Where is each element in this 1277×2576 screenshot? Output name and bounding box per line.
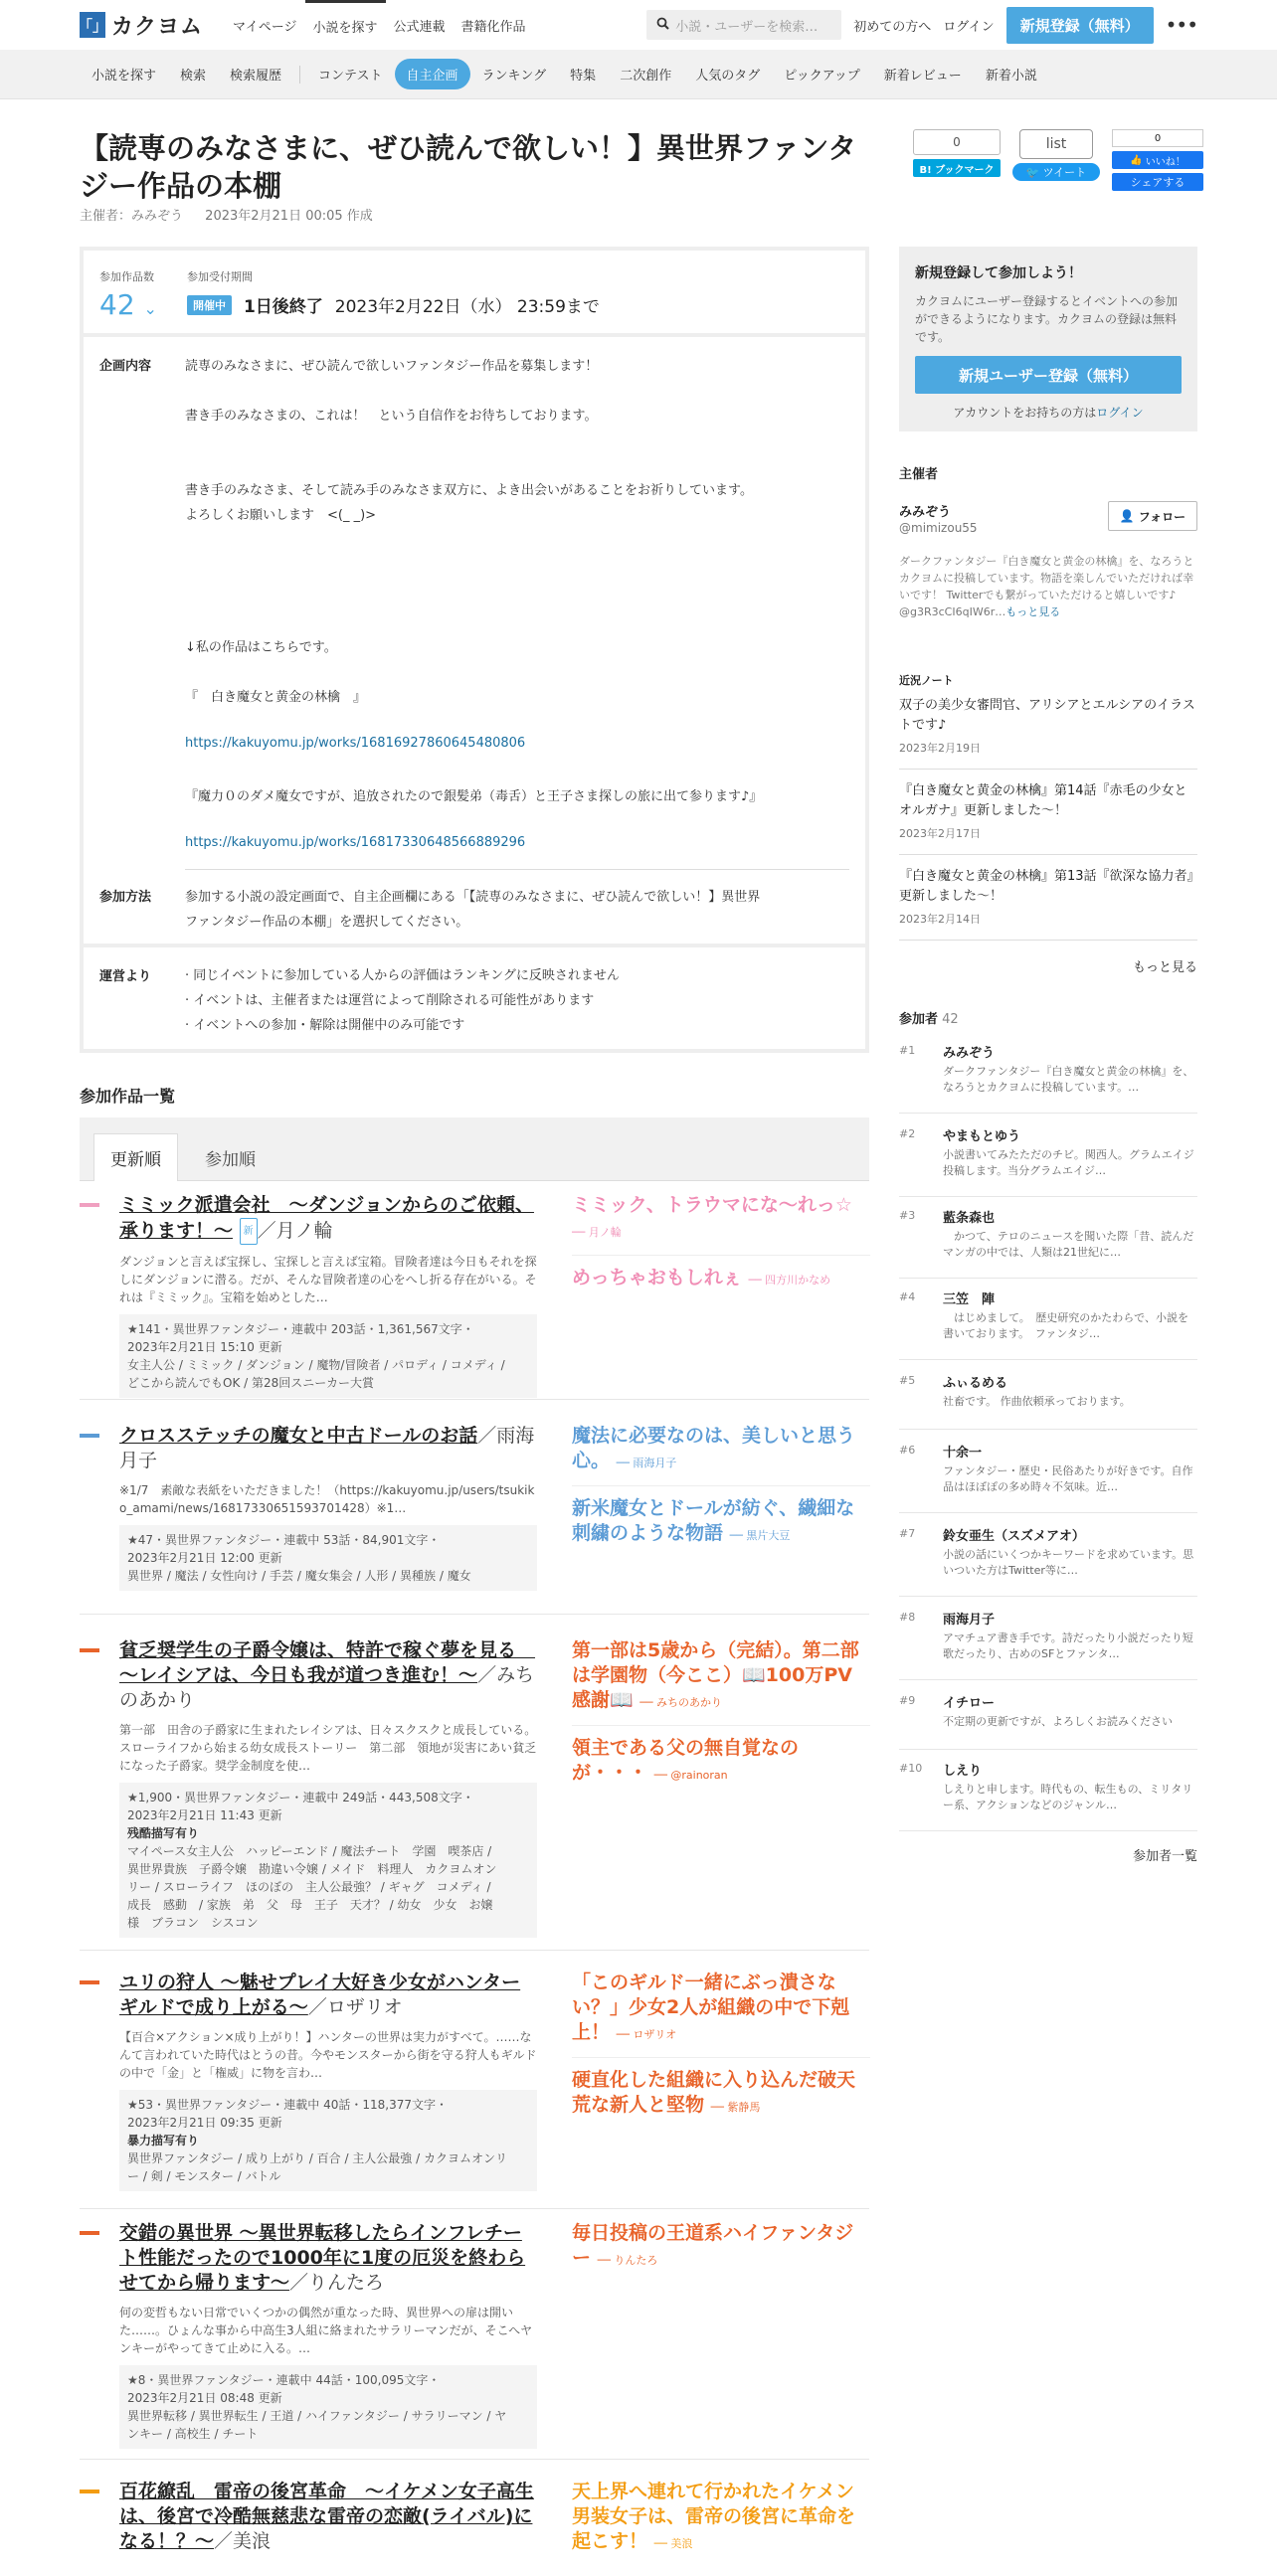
work-reviews	[572, 2480, 870, 2576]
participant-rank: #8	[899, 1611, 916, 1624]
review-catch[interactable]	[572, 1424, 870, 1486]
review-by: ── みちのあかり	[639, 1696, 723, 1709]
review-text: 毎日投稿の王道系ハイファンタジー	[572, 2222, 854, 2269]
work-title[interactable]	[119, 1424, 537, 1473]
participant-rank: #6	[899, 1444, 916, 1457]
login-link[interactable]: ログイン	[943, 19, 995, 35]
nav-mypage[interactable]: マイページ	[233, 19, 297, 35]
note-date: 2023年2月17日	[899, 827, 981, 840]
operator-notes	[84, 944, 865, 1049]
work-link[interactable]: https://kakuyomu.jp/works/16816927860645480806	[185, 736, 526, 751]
search-placeholder: 小説・ユーザーを検索…	[675, 19, 819, 35]
ops-item: · イベントへの参加・解除は開催中のみ可能です	[185, 1018, 465, 1033]
sidebar	[899, 247, 1197, 1864]
host-bio-text: ダークファンタジー『白き魔女と黄金の林檎』を、なろうとカクヨムに投稿しています。物語を楽しんでいただければ幸いです！ Twitterでも繋がっていただけると嬉しいです♪ @g3R3cCI6qIW6r…	[899, 555, 1194, 618]
participant-rank: #2	[899, 1127, 916, 1140]
review-text: ミミック、トラウマにな～れっ☆	[572, 1194, 852, 1216]
content-line: 書き手のみなさま、そして読み手のみなさま双方に、よき出会いがあることをお祈りしています。	[185, 483, 753, 498]
meta-tags[interactable]: 異世界貴族 子爵令嬢 勘違い令嬢 / メイド 料理人 カクヨムオン	[127, 1862, 497, 1876]
work-reviews	[572, 1971, 870, 2140]
divider	[185, 869, 849, 870]
review-by: ── 黒片大豆	[729, 1529, 791, 1542]
participant-rank: #3	[899, 1209, 916, 1222]
participant-name: 十余一	[943, 1446, 983, 1460]
participant-bio: アマチュア書き手です。詩だったり小説だったり短歌だったり、古めのSFとファンタ…	[943, 1631, 1193, 1660]
event-info-box	[80, 247, 869, 1053]
meta-line: 2023年2月21日 09:35 更新	[127, 2116, 282, 2130]
work-title-text: 百花繚乱 雷帝の後宮革命 〜イケメン女子高生は、後宮で冷酷無慈悲な雷帝の恋敵(ライバル)になる！？〜	[119, 2481, 534, 2552]
work-author[interactable]: ／ロザリオ	[307, 1996, 403, 2018]
participant-bio: 小説書いてみたただのチビ。関西人。グラムエイジ投稿します。当分グラムエイジ…	[943, 1148, 1194, 1177]
host-prefix: 主催者：	[80, 209, 132, 224]
register-button[interactable]: 新規登録（無料）	[1006, 7, 1154, 44]
participant-item[interactable]	[899, 1370, 1197, 1430]
work-intro: 何の変哲もない日常でいくつかの偶然が重なった時、異世界への扉は開いた……。ひょんな事から中高生3人組に絡まれたサラリーマンだが、そこへヤンキーがやってきて止めに入る。…	[119, 2306, 533, 2355]
fb-share-button[interactable]: シェアする	[1112, 173, 1203, 191]
host-heading: 主催者	[899, 467, 939, 482]
method-label: 参加方法	[99, 890, 152, 905]
review-catch[interactable]	[572, 2221, 870, 2283]
review-by: ── @rainoran	[653, 1769, 728, 1782]
meta-tags[interactable]: 異世界転移 / 異世界転生 / 王道 / ハイファンタジー / サラリーマン / ヤ	[127, 2409, 507, 2423]
note-item[interactable]	[899, 781, 1197, 855]
review-catch[interactable]	[572, 1496, 870, 1558]
participant-item[interactable]	[899, 1607, 1197, 1680]
status-badge: 開催中	[187, 295, 232, 315]
review-text: 魔法に必要なのは、美しいと思う心。	[572, 1425, 856, 1471]
participant-bio: 小説の話にいくつかキーワードを求めています。思いついた方はTwitter等に…	[943, 1548, 1194, 1577]
participant-bio: 不定期の更新ですが、よろしくお読みください	[943, 1715, 1173, 1728]
new-badge: 新	[240, 1218, 258, 1245]
work-intro: 第一部 田舎の子爵家に生まれたレイシアは、日々スクスクと成長している。スローライフから始まる幼女成長ストーリー 第二部 領地が災害にあい貧乏になった子爵家。奨学金制度を使…	[119, 1723, 537, 1773]
participant-name: みみぞう	[943, 1046, 996, 1061]
review-text: 硬直化した組織に入り込んだ破天荒な新人と堅物	[572, 2069, 856, 2116]
participant-item[interactable]	[899, 1440, 1197, 1513]
subnav-tags[interactable]: 人気のタグ	[695, 69, 761, 84]
participant-item[interactable]	[899, 1123, 1197, 1197]
review-by: ── 四方川かなめ	[748, 1274, 831, 1287]
subnav-search[interactable]: 検索	[180, 69, 207, 84]
participant-rank: #4	[899, 1290, 916, 1303]
work-title[interactable]	[119, 1971, 537, 2020]
participant-name: 藍条森也	[943, 1211, 996, 1226]
meta-tags[interactable]: ー / 剣 / モンスター / バトル	[127, 2169, 281, 2183]
participants-heading	[899, 1008, 959, 1027]
meta-tags[interactable]: マイペース女主人公 ハッピーエンド / 魔法チート 学園 喫茶店 /	[127, 1844, 492, 1858]
work-title-text: 交錯の異世界 〜異世界転移したらインフレチート性能だったので1000年に1度の厄災を終わらせてから帰ります〜	[119, 2222, 526, 2294]
participant-rank: #9	[899, 1694, 916, 1707]
work-title-text: ミミック派遣会社 ～ダンジョンからのご依頼、承ります！～	[119, 1194, 534, 1242]
meta-tags[interactable]: どこから読んでもOK / 第28回スニーカー大賞	[127, 1376, 375, 1390]
join-box	[899, 247, 1197, 431]
subnav-search-novels[interactable]: 小説を探す	[91, 69, 157, 84]
participant-bio: ダークファンタジー『白き魔女と黄金の林檎』を、なろうとカクヨムに投稿しています。…	[943, 1065, 1194, 1094]
page-title: 【読専のみなさまに、ぜひ読んで欲しい！】異世界ファンタジー作品の本棚	[80, 131, 857, 203]
participants-count: 42	[942, 1012, 959, 1027]
participant-rank: #10	[899, 1762, 923, 1775]
content-line: 書き手のみなさまの、これは！ という自信作をお待ちしております。	[185, 409, 598, 424]
tab-updated[interactable]: 更新順	[93, 1133, 178, 1181]
join-text: カクヨムにユーザー登録するとイベントへの参加ができるようになります。カクヨムの登録は無料です。	[915, 294, 1179, 344]
work-title[interactable]	[119, 1193, 537, 1245]
hatena-bookmark-button[interactable]: B! ブックマーク	[913, 159, 1001, 177]
review-by: ── 雨海月子	[616, 1457, 677, 1469]
work-intro: 【百合×アクション×成り上がり！】ハンターの世界は実力がすべて。……なんて言われていた時代はとうの昔。今やモンスターから街を守る狩人もギルドの中で「金」と「権威」に物を言わ…	[119, 2030, 537, 2080]
work-item	[80, 1971, 869, 2209]
note-date: 2023年2月19日	[899, 742, 981, 755]
content-line: 読専のみなさまに、ぜひ読んで欲しいファンタジー作品を募集します！	[185, 359, 599, 374]
subnav-features[interactable]: 特集	[570, 69, 597, 84]
add-user-icon: 👤	[1119, 509, 1135, 523]
participant-name: 雨海月子	[943, 1613, 996, 1628]
host-line	[80, 205, 373, 224]
participant-name: しえり	[943, 1764, 983, 1779]
meta-line: ★1,900・異世界ファンタジー・連載中 249話・443,508文字・	[127, 1791, 474, 1804]
note-title: 『白き魔女と黄金の林檎』第13話『欲深な協力者』更新しました～！	[899, 869, 1194, 904]
subnav-divider	[299, 66, 300, 84]
meta-tags[interactable]: 異世界 / 魔法 / 女性向け / 手芸 / 魔女集会 / 人形 / 異種族 / 魔女	[127, 1569, 471, 1583]
subnav-ranking[interactable]: ランキング	[481, 69, 547, 84]
meta-tags[interactable]: 様 ブラコン シスコン	[127, 1916, 259, 1930]
review-by: ── 美浪	[653, 2537, 693, 2550]
top-nav	[225, 0, 534, 50]
review-catch[interactable]	[572, 2068, 870, 2130]
genre-mark	[80, 2490, 99, 2493]
participant-rank: #7	[899, 1527, 916, 1540]
participant-item[interactable]	[899, 1040, 1197, 1114]
participant-name: ふぃるめる	[943, 1376, 1008, 1391]
work-title-text: ユリの狩人 ～魅せプレイ大好き少女がハンターギルドで成り上がる～	[119, 1972, 521, 2018]
work-title[interactable]	[119, 1638, 537, 1713]
work-title[interactable]	[119, 2480, 537, 2554]
review-catch[interactable]	[572, 1736, 870, 1798]
chevron-down-icon: ⌄	[143, 299, 157, 318]
work-author[interactable]: ／雨海月子	[119, 1425, 535, 1471]
meta-line: 2023年2月21日 15:10 更新	[127, 1340, 282, 1354]
participant-name: イチロー	[943, 1696, 996, 1711]
review-text: めっちゃおもしれぇ	[572, 1267, 742, 1288]
genre-mark	[80, 1203, 99, 1207]
join-title: 新規登録して参加しよう！	[915, 265, 1082, 281]
review-by: ── ロザリオ	[616, 2028, 677, 2041]
sub-nav	[0, 50, 1277, 99]
participant-item[interactable]	[899, 1205, 1197, 1279]
genre-mark	[80, 1980, 99, 1984]
event-description	[84, 337, 865, 930]
signup-button[interactable]: 新規ユーザー登録（無料）	[915, 356, 1182, 394]
search-input[interactable]	[646, 10, 841, 40]
content-line: よろしくお願いします <(_ _)>	[185, 508, 377, 523]
ops-item-text: 同じイベントに参加している人からの評価はランキングに反映されません	[193, 968, 620, 983]
participants-heading-text: 参加者	[899, 1012, 939, 1027]
tweet-button[interactable]	[1012, 163, 1100, 181]
note-item[interactable]	[899, 867, 1197, 941]
work-item	[80, 2221, 869, 2460]
follow-label: フォロー	[1138, 509, 1186, 524]
work-intro: ダンジョンと言えば宝探し、宝探しと言えば宝箱。冒険者達は今日もそれを探しにダンジョンに潜る。だが、そんな冒険者達の心をへし折る存在がいる。それは『ミミック』。宝箱を始めとした…	[119, 1255, 537, 1304]
logo-text: カクヨム	[111, 14, 204, 40]
more-menu-icon[interactable]: •••	[1165, 13, 1197, 37]
note-title: 『白き魔女と黄金の林檎』第14話『赤毛の少女とオルガナ』更新しました～！	[899, 783, 1187, 818]
tweet-label: ツイート	[1042, 166, 1087, 179]
logo-mark: 「」	[80, 12, 105, 38]
end-date: 2023年2月22日（水） 23:59まで	[334, 297, 600, 317]
review-by: ── 紫静馬	[710, 2101, 761, 2114]
work-meta	[119, 1314, 537, 1398]
meta-tags[interactable]: 異世界ファンタジー / 成り上がり / 百合 / 主人公最強 / カクヨムオンリ	[127, 2151, 507, 2165]
work-author[interactable]: ／りんたろ	[289, 2272, 385, 2294]
review-text: 領主である父の無自覚なのが・・・	[572, 1737, 800, 1784]
notes-more-link[interactable]: もっと見る	[1132, 960, 1197, 975]
participant-item[interactable]	[899, 1690, 1197, 1750]
genre-mark	[80, 1434, 99, 1438]
participant-name: 鈴女亜生（スズメアオ）	[943, 1529, 1085, 1544]
content-line: ↓私の作品はこちらです。	[185, 640, 337, 655]
participant-bio: しえりと申します。時代もの、転生もの、ミリタリー系、アクションなどのジャンル…	[943, 1783, 1193, 1811]
work-title-text: クロスステッチの魔女と中古ドールのお話	[119, 1425, 478, 1447]
participant-bio: はじめまして。 歴史研究のかたわらで、小説を書いております。 ファンタジ…	[943, 1311, 1188, 1340]
meta-tags[interactable]: リー / スローライフ ほのぼの 主人公最強？ / ギャグ コメディ /	[127, 1880, 491, 1894]
works-heading: 参加作品一覧	[80, 1087, 176, 1106]
host-name[interactable]: みみぞう	[899, 505, 952, 520]
review-catch[interactable]	[572, 1638, 870, 1726]
participant-item[interactable]	[899, 1287, 1197, 1360]
participants-more-link[interactable]: 参加者一覧	[1132, 1849, 1197, 1864]
top-bar	[0, 0, 1277, 50]
work-meta	[119, 1783, 537, 1938]
work-meta	[119, 2365, 537, 2449]
method-line: 参加する小説の設定画面で、自主企画欄にある「【読専のみなさまに、ぜひ読んで欲しい！】異世界	[185, 890, 761, 905]
count-number: 42	[99, 288, 135, 321]
meta-line: ★8・異世界ファンタジー・連載中 44話・100,095文字・	[127, 2373, 441, 2387]
method-line: ファンタジー作品の本棚」を選択してください。	[185, 915, 469, 930]
entry-count-value[interactable]	[99, 288, 157, 321]
work-reviews	[572, 2221, 870, 2293]
ops-label: 運営より	[99, 969, 152, 984]
nav-books[interactable]: 書籍化作品	[460, 19, 526, 35]
review-by: ── りんたろ	[597, 2254, 658, 2267]
work-link[interactable]: https://kakuyomu.jp/works/16817330648566889296	[185, 835, 526, 850]
subnav-new-novels[interactable]: 新着小説	[985, 69, 1037, 84]
beginners-link[interactable]: 初めての方へ	[853, 19, 932, 35]
work-author[interactable]: ／みちのあかり	[119, 1664, 535, 1711]
participant-name: 三笠 陣	[943, 1292, 996, 1307]
login-prompt-text: アカウントをお持ちの方は	[953, 406, 1097, 420]
content-line: 『魔力０のダメ魔女ですが、追放されたので銀髪弟（毒舌）と王子さま探しの旅に出て参ります♪』	[185, 789, 763, 804]
work-reviews	[572, 1638, 870, 1807]
nav-search-novels[interactable]: 小説を探す	[305, 0, 386, 50]
work-meta	[119, 2090, 537, 2191]
meta-line: ★53・異世界ファンタジー・連載中 40話・118,377文字・	[127, 2098, 449, 2112]
work-item	[80, 1424, 869, 1615]
meta-warning: 暴力描写有り	[127, 2134, 200, 2147]
work-item	[80, 1638, 869, 1951]
meta-line: ★141・異世界ファンタジー・連載中 203話・1,361,567文字・	[127, 1322, 474, 1336]
subnav-history[interactable]: 検索履歴	[230, 69, 282, 84]
twitter-icon: 🐦	[1025, 165, 1040, 179]
subnav-new-reviews[interactable]: 新着レビュー	[883, 69, 962, 84]
created-date: 2023年2月21日 00:05 作成	[205, 209, 373, 224]
review-text: 新米魔女とドールが紡ぐ、繊細な刺繍のような物語	[572, 1497, 855, 1544]
work-author[interactable]: ／美浪	[214, 2530, 272, 2552]
work-intro: ※1/7 素敵な表紙をいただきました！（https://kakuyomu.jp/users/tsukiko_amami/news/16817330651593701428）※1…	[119, 1483, 535, 1515]
ops-item: · 同じイベントに参加している人からの評価はランキングに反映されません	[185, 968, 620, 983]
subnav-pickup[interactable]: ピックアップ	[784, 69, 860, 84]
note-date: 2023年2月14日	[899, 913, 981, 926]
share-buttons	[913, 129, 1203, 191]
meta-line: 2023年2月21日 08:48 更新	[127, 2391, 282, 2405]
meta-line: 2023年2月21日 11:43 更新	[127, 1808, 282, 1822]
meta-line: ★47・異世界ファンタジー・連載中 53話・84,901文字・	[127, 1533, 441, 1547]
ops-item-text: イベントへの参加・解除は開催中のみ可能です	[193, 1018, 465, 1033]
site-logo[interactable]	[80, 10, 203, 41]
like-label: いいね！	[1145, 156, 1186, 168]
meta-warning: 残酷描写有り	[127, 1826, 200, 1840]
host-link[interactable]: みみぞう	[131, 209, 184, 224]
bookmark-count: 0	[913, 129, 1001, 155]
host-bio	[899, 553, 1197, 620]
subnav-fanfic[interactable]: 二次創作	[620, 69, 672, 84]
genre-mark	[80, 1648, 99, 1652]
fb-count: 0	[1112, 129, 1203, 147]
participant-item[interactable]	[899, 1523, 1197, 1597]
ops-item: · イベントは、主催者または運営によって削除される可能性があります	[185, 993, 595, 1008]
participant-bio: かつて、テロのニュースを聞いた際「昔、読んだマンガの中では、人類は21世紀に…	[943, 1230, 1194, 1259]
entry-period	[187, 268, 600, 321]
work-meta	[119, 1525, 537, 1591]
review-text: 「このギルド一緒にぶっ潰さない？」少女2人が組織の中で下剋上！	[572, 1972, 850, 2043]
entry-count	[99, 268, 157, 321]
work-item	[80, 2480, 869, 2559]
search-icon	[656, 17, 669, 34]
notes-heading: 近況ノート	[899, 674, 954, 687]
period-label: 参加受付期間	[186, 270, 253, 283]
work-reviews	[572, 1424, 870, 1568]
note-item[interactable]	[899, 696, 1197, 770]
participant-bio: ファンタジー・歴史・民俗あたりが好きです。自作品はほぼぽの多め時々不気味。近…	[943, 1464, 1193, 1493]
remaining-time: 1日後終了	[243, 297, 323, 317]
work-reviews	[572, 1193, 870, 1312]
participant-bio: 社畜です。 作曲依頼承っております。	[943, 1395, 1131, 1408]
review-text: 第一部は5歳から（完結）。第二部は学園物（今ここ）📖100万PV感謝📖	[572, 1639, 859, 1711]
meta-tags[interactable]: ンキー / 高校生 / チート	[127, 2427, 259, 2441]
subnav-self-events[interactable]: 自主企画	[395, 59, 470, 89]
work-title-text: 貧乏奨学生の子爵令嬢は、特許で稼ぐ夢を見る ～レイシアは、今日も我が道つき進む！～	[119, 1639, 536, 1686]
nav-official[interactable]: 公式連載	[393, 19, 446, 35]
review-text: 天上界へ連れて行かれたイケメン男装女子は、雷帝の後宮に革命を起こす！	[572, 2481, 856, 2552]
work-item	[80, 1193, 869, 1400]
work-author[interactable]: ／月ノ輪	[257, 1220, 333, 1242]
host-id: @mimizou55	[899, 521, 978, 535]
host-bio-more-link[interactable]: もっと見る	[1005, 605, 1061, 618]
review-by: ── 月ノ輪	[572, 1226, 622, 1239]
participant-name: やまもとゆう	[943, 1129, 1021, 1144]
review-catch[interactable]	[572, 1193, 870, 1256]
meta-tags[interactable]: 女主人公 / ミミック / ダンジョン / 魔物/冒険者 / パロディ / コメディ /	[127, 1358, 505, 1372]
login-prompt	[915, 404, 1182, 421]
note-title: 双子の美少女審問官、アリシアとエルシアのイラストです♪	[899, 698, 1195, 733]
entry-count-label: 参加作品数	[99, 270, 154, 283]
sidebar-login-link[interactable]: ログイン	[1096, 406, 1144, 420]
follow-button[interactable]	[1108, 501, 1197, 531]
content-label: 企画内容	[99, 359, 152, 374]
fb-like-button[interactable]	[1112, 151, 1203, 169]
participant-rank: #5	[899, 1374, 916, 1387]
meta-line: 2023年2月21日 12:00 更新	[127, 1551, 282, 1565]
list-button[interactable]: list	[1019, 129, 1093, 159]
works-tabs	[80, 1117, 869, 1181]
work-title[interactable]	[119, 2221, 537, 2296]
participant-rank: #1	[899, 1044, 916, 1057]
review-catch[interactable]	[572, 1266, 870, 1302]
subnav-contest[interactable]: コンテスト	[318, 69, 383, 84]
tab-joined[interactable]: 参加順	[205, 1149, 256, 1170]
thumbs-up-icon: 👍	[1130, 154, 1143, 166]
ops-item-text: イベントは、主催者または運営によって削除される可能性があります	[193, 993, 595, 1008]
participant-item[interactable]	[899, 1758, 1197, 1831]
content-line: 『 白き魔女と黄金の林檎 』	[185, 690, 367, 705]
genre-mark	[80, 2231, 99, 2235]
meta-tags[interactable]: 成長 感動 / 家族 弟 父 母 王子 天才？ / 幼女 少女 お嬢	[127, 1898, 493, 1912]
review-catch[interactable]	[572, 1971, 870, 2058]
